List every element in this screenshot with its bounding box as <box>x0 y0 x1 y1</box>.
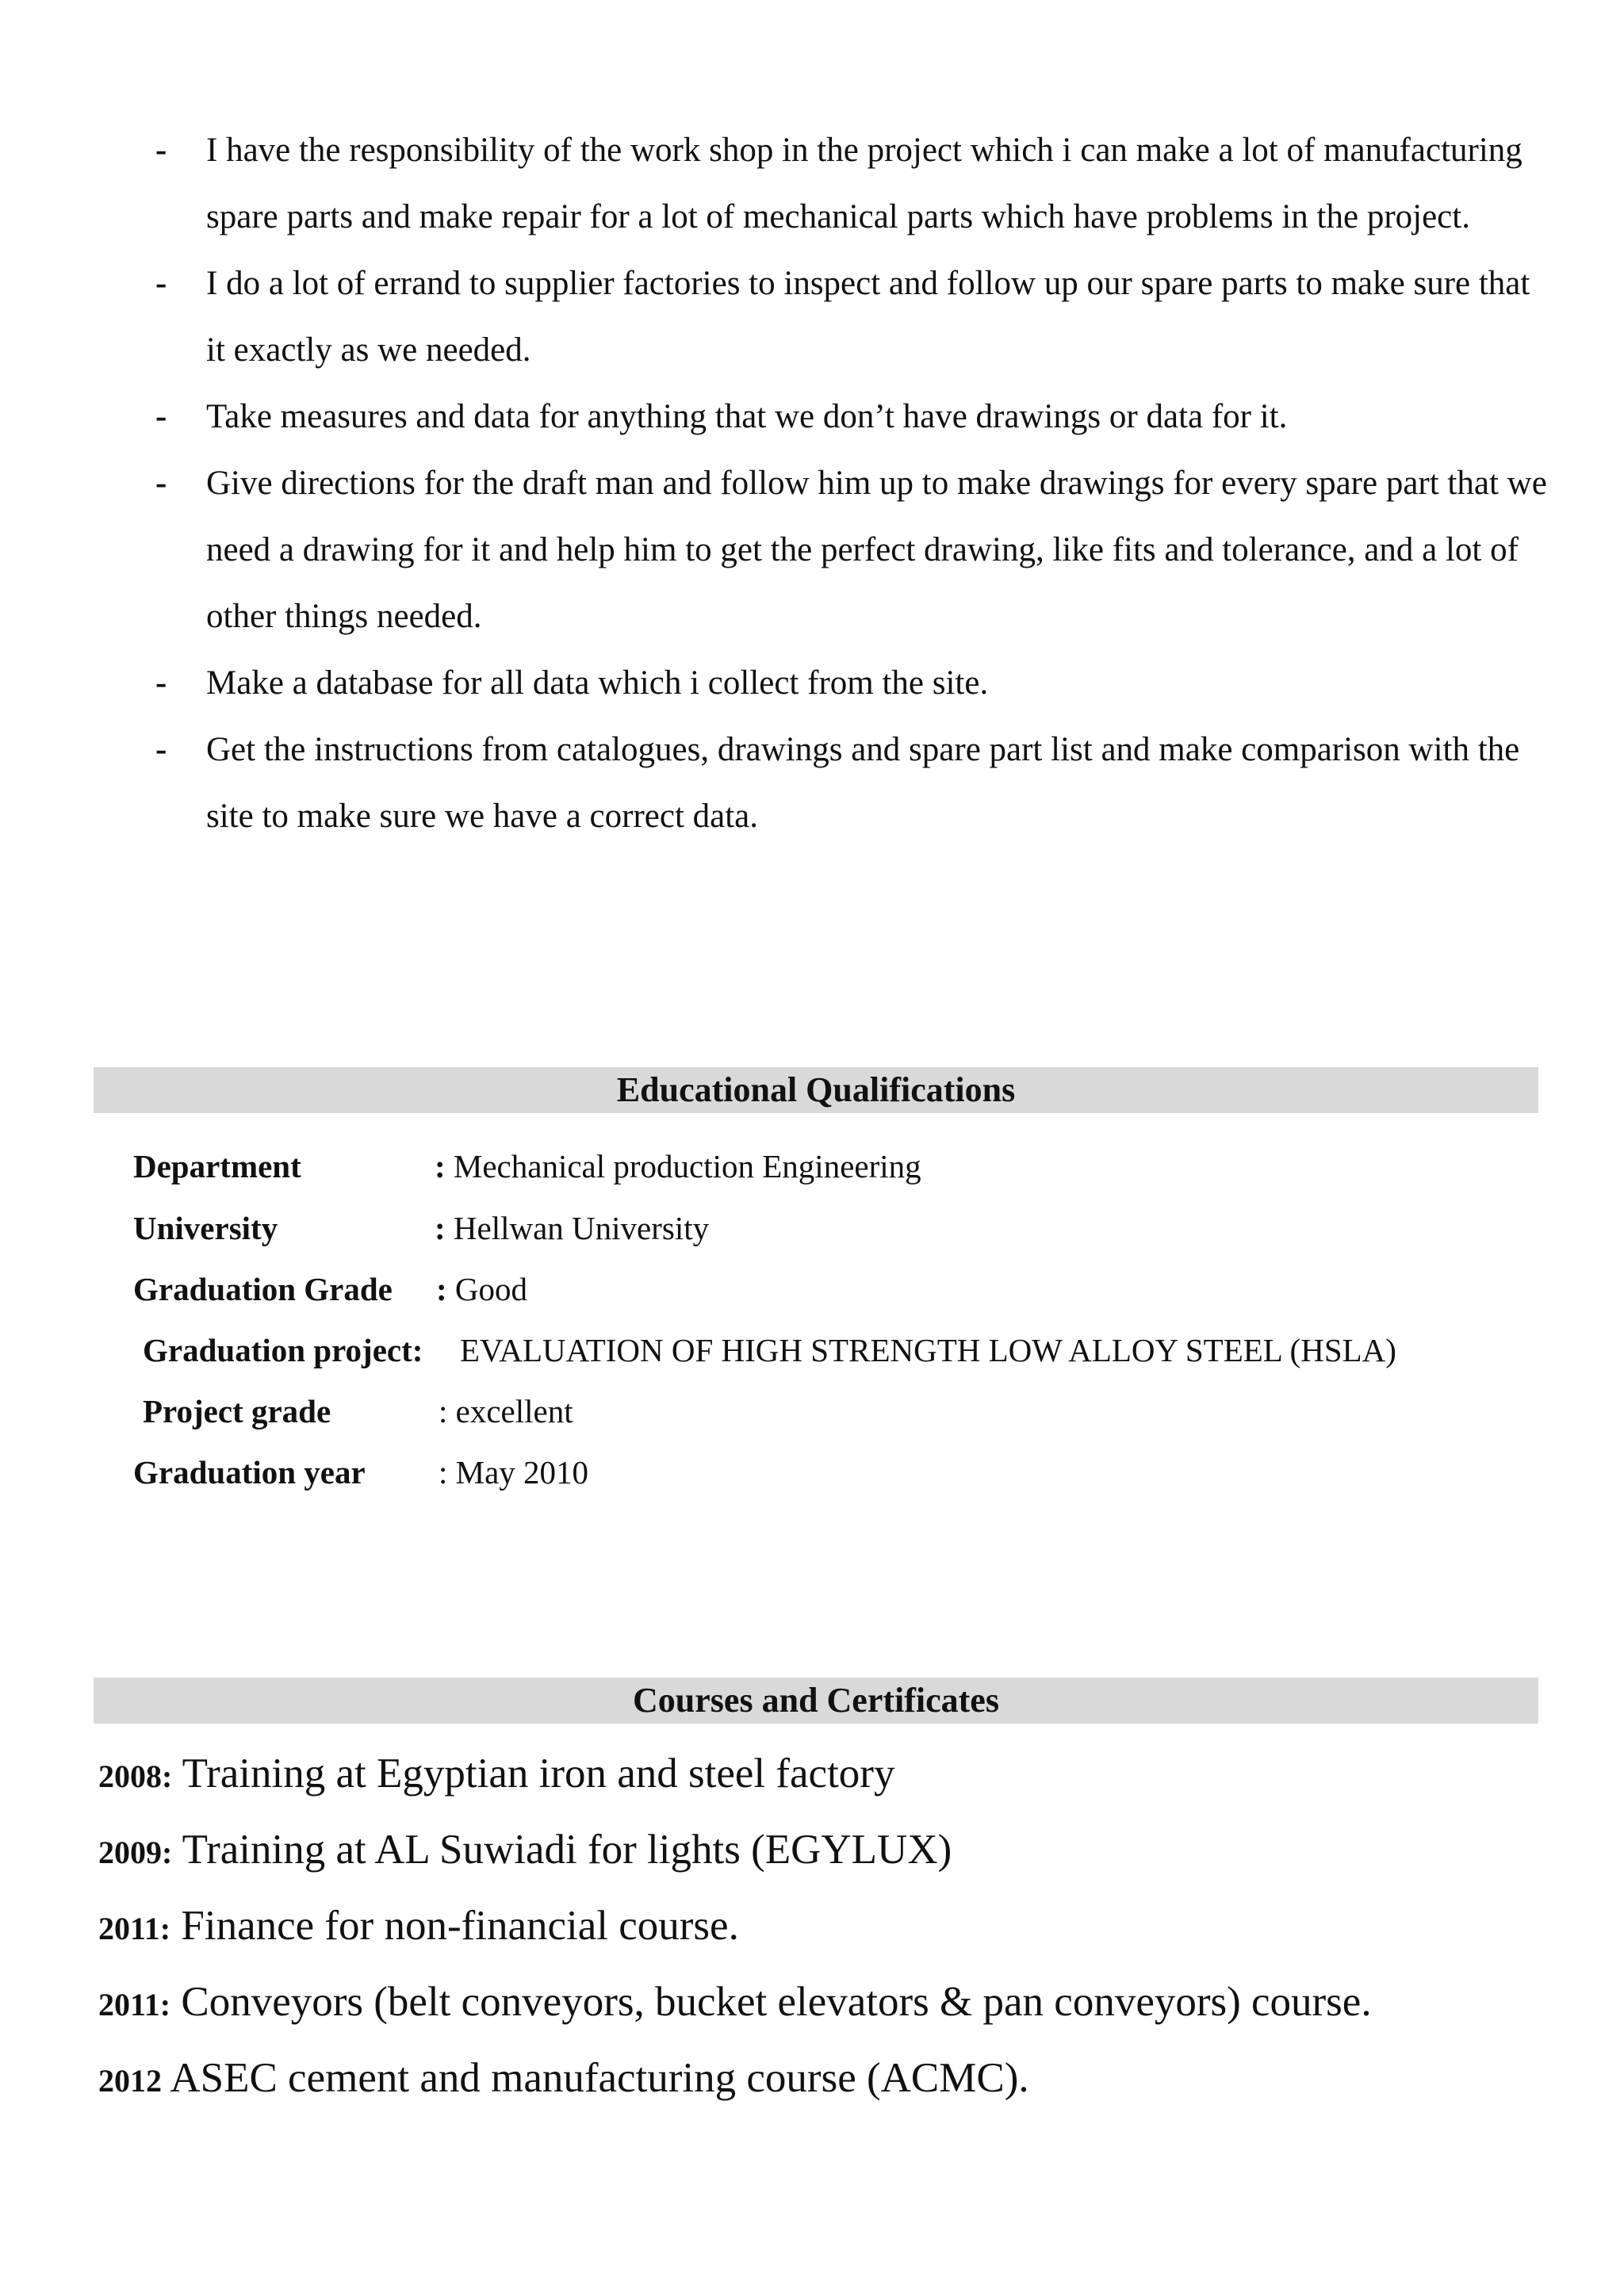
responsibility-text: Get the instructions from catalogues, drawings and spare part list and make comparison with the site to make sure we have a correct data. <box>206 731 1520 835</box>
responsibility-text: I have the responsibility of the work shop in the project which i can make a lot of manufacturing spare parts and make repair for a lot of mechanical parts which have problems in the project. <box>206 132 1522 235</box>
course-year: 2012 <box>98 2063 162 2099</box>
bullet-dash: - <box>155 465 167 502</box>
edu-value <box>435 1138 921 1194</box>
courses-heading: Courses and Certificates <box>94 1678 1538 1724</box>
edu-value <box>435 1200 709 1256</box>
edu-label: Graduation Grade <box>133 1271 393 1307</box>
list-item <box>155 251 1551 384</box>
course-year: 2011: <box>98 1987 171 2022</box>
list-item <box>155 117 1551 251</box>
edu-value <box>460 1322 1396 1378</box>
edu-label: Graduation project: <box>143 1332 423 1368</box>
edu-value-text: Good <box>454 1271 528 1307</box>
course-text: Training at Egyptian iron and steel factory <box>182 1751 895 1797</box>
edu-label: Department <box>133 1148 301 1184</box>
course-text: Finance for non-financial course. <box>181 1903 739 1949</box>
course-year: 2011: <box>98 1911 171 1946</box>
list-item <box>155 650 1551 717</box>
course-item <box>98 1739 894 1808</box>
edu-value <box>436 1261 527 1317</box>
education-heading: Educational Qualifications <box>94 1067 1538 1113</box>
edu-value-text: Mechanical production Engineering <box>453 1148 921 1184</box>
list-item <box>155 450 1551 650</box>
edu-value-text: : excellent <box>439 1393 573 1429</box>
edu-label: Project grade <box>143 1393 331 1429</box>
course-year: 2008: <box>98 1758 173 1794</box>
edu-value-text: EVALUATION OF HIGH STRENGTH LOW ALLOY STEEL (HSLA) <box>460 1332 1396 1368</box>
edu-colon: : <box>435 1210 446 1246</box>
edu-value-text: Hellwan University <box>453 1210 710 1246</box>
edu-colon: : <box>436 1271 447 1307</box>
course-text: Training at AL Suwiadi for lights (EGYLUX) <box>182 1827 952 1873</box>
responsibility-text: Make a database for all data which i collect from the site. <box>206 664 989 702</box>
course-item <box>98 1892 739 1960</box>
course-item <box>98 2044 1029 2112</box>
list-item <box>155 384 1551 450</box>
edu-label: University <box>133 1210 278 1246</box>
bullet-dash: - <box>155 398 167 435</box>
bullet-dash: - <box>155 731 167 768</box>
bullet-dash: - <box>155 132 167 169</box>
list-item <box>155 717 1551 850</box>
edu-value <box>439 1383 573 1439</box>
responsibilities-list <box>155 117 1551 850</box>
edu-value <box>439 1445 588 1500</box>
bullet-dash: - <box>155 265 167 302</box>
course-item <box>98 1968 1372 2036</box>
course-year: 2009: <box>98 1835 173 1870</box>
responsibility-text: Give directions for the draft man and follow him up to make drawings for every spare part that we need a drawing for it and help him to get the perfect drawing, like fits and tolerance, and a lot of other things needed. <box>206 465 1547 635</box>
edu-label: Graduation year <box>133 1454 366 1490</box>
responsibility-text: I do a lot of errand to supplier factories to inspect and follow up our spare parts to make sure that it exactly as we needed. <box>206 265 1530 369</box>
edu-colon: : <box>435 1148 446 1184</box>
responsibility-text: Take measures and data for anything that we don’t have drawings or data for it. <box>206 398 1288 435</box>
course-item <box>98 1816 952 1884</box>
edu-value-text: : May 2010 <box>439 1454 589 1490</box>
course-text: ASEC cement and manufacturing course (ACMC). <box>170 2055 1029 2101</box>
course-text: Conveyors (belt conveyors, bucket elevators & pan conveyors) course. <box>181 1979 1372 2025</box>
bullet-dash: - <box>155 664 167 702</box>
